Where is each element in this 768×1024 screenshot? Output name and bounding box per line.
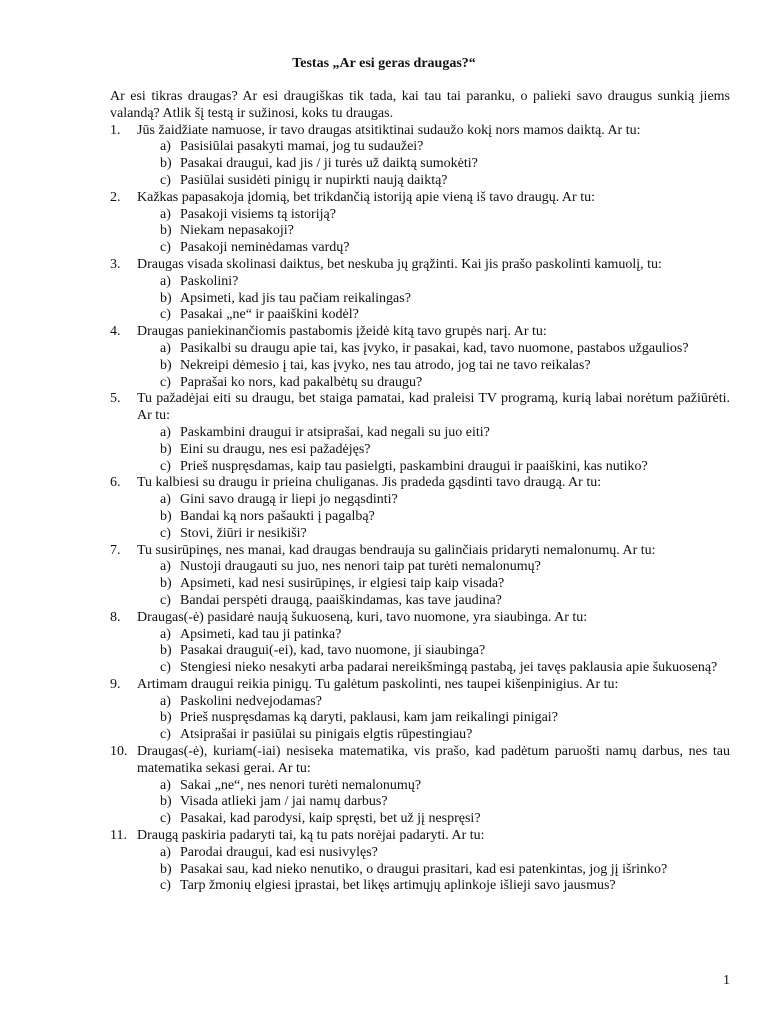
question-text: Kažkas papasakoja įdomią, bet trikdančią istoriją apie vieną iš tavo draugų. Ar tu: [137,189,595,205]
option-letter: b) [160,794,172,810]
option-text: Paskolini nedvejodamas? [180,693,322,709]
option-text: Apsimeti, kad tau ji patinka? [180,626,342,642]
document-title: Testas „Ar esi geras draugas?“ [292,56,476,71]
answer-options [137,425,730,475]
option-text: Parodai draugui, kad esi nusivylęs? [180,844,378,860]
option-letter: a) [160,693,171,709]
option-letter: a) [160,139,171,155]
option-letter: a) [160,273,171,289]
answer-option [137,240,730,257]
answer-option [137,307,730,324]
option-text: Pasisiūlai pasakyti mamai, jog tu sudaužei? [180,139,424,155]
answer-option [137,660,730,677]
option-letter: a) [160,626,171,642]
question-item [110,475,730,542]
answer-option [137,492,730,509]
answer-option [137,173,730,190]
question-number: 5. [110,391,121,407]
answer-option [137,425,730,442]
option-text: Niekam nepasakoji? [180,223,294,239]
option-text: Pasakoji neminėdamas vardų? [180,240,350,256]
option-letter: c) [160,525,171,541]
answer-options [137,341,730,391]
question-item [110,257,730,324]
option-letter: a) [160,844,171,860]
option-letter: c) [160,592,171,608]
option-letter: b) [160,861,172,877]
answer-options [137,207,730,257]
option-letter: a) [160,492,171,508]
question-item [110,190,730,257]
option-letter: a) [160,424,171,440]
question-number: 10. [110,744,128,760]
document-body [110,89,730,895]
question-number: 3. [110,256,121,272]
option-text: Pasakoji visiems tą istoriją? [180,206,336,222]
option-letter: b) [160,441,172,457]
option-letter: b) [160,643,172,659]
answer-option [137,643,730,660]
option-letter: c) [160,458,171,474]
answer-option [137,576,730,593]
answer-option [137,811,730,828]
option-text: Eini su draugu, nes esi pažadėjęs? [180,441,371,457]
page-number: 1 [723,973,730,988]
question-text: Artimam draugui reikia pinigų. Tu galėtum paskolinti, nes taupei kišenpinigius. Ar tu: [137,676,619,692]
answer-option [137,274,730,291]
answer-option [137,794,730,811]
answer-option [137,291,730,308]
answer-option [137,139,730,156]
question-text: Draugas(-ė), kuriam(-iai) nesiseka matematika, vis prašo, kad padėtum paruošti namų darbus, nes tau matematika sekasi gerai. Ar tu: [137,744,730,776]
intro-paragraph: Ar esi tikras draugas? Ar esi draugiškas tik tada, kai tau tai paranku, o palieki savo draugus sunkią jiems valandą? Atlik šį testą ir sužinosi, koks tu draugas. [110,89,730,121]
answer-options [137,694,730,744]
option-text: Paprašai ko nors, kad pakalbėtų su draugu? [180,374,423,390]
option-letter: a) [160,206,171,222]
question-text: Draugas paniekinančiomis pastabomis įžeidė kitą tavo grupės narį. Ar tu: [137,324,547,340]
answer-option [137,559,730,576]
question-number: 4. [110,324,121,340]
answer-option [137,341,730,358]
question-number: 7. [110,542,121,558]
answer-option [137,845,730,862]
answer-option [137,862,730,879]
answer-option [137,358,730,375]
question-number: 9. [110,676,121,692]
question-item [110,324,730,391]
answer-option [137,375,730,392]
option-text: Tarp žmonių elgiesi įprastai, bet likęs artimųjų aplinkoje išlieji savo jausmus? [180,878,616,894]
answer-option [137,627,730,644]
option-text: Apsimeti, kad nesi susirūpinęs, ir elgiesi taip kaip visada? [180,576,505,592]
option-text: Paskambini draugui ir atsiprašai, kad negali su juo eiti? [180,424,490,440]
answer-option [137,526,730,543]
question-list [110,123,730,896]
option-letter: b) [160,710,172,726]
option-text: Bandai ką nors pašaukti į pagalbą? [180,508,375,524]
option-letter: c) [160,240,171,256]
answer-options [137,274,730,324]
question-text: Tu pažadėjai eiti su draugu, bet staiga pamatai, kad praleisi TV programą, kurią labai norėtum pažiūrėti. Ar tu: [137,391,730,424]
option-text: Nekreipi dėmesio į tai, kas įvyko, nes tau atrodo, jog tai ne tavo reikalas? [180,357,591,373]
question-number: 6. [110,475,121,491]
option-letter: b) [160,290,172,306]
option-text: Pasakai „ne“ ir paaiškini kodėl? [180,307,359,323]
question-item [110,744,730,828]
option-text: Pasakai, kad parodysi, kaip spręsti, bet už jį nespręsi? [180,811,481,827]
question-text: Jūs žaidžiate namuose, ir tavo draugas atsitiktinai sudaužo kokį nors mamos daiktą. Ar tu: [137,122,641,138]
option-text: Stovi, žiūri ir nesikiši? [180,525,307,541]
option-text: Bandai perspėti draugą, paaiškindamas, kas tave jaudina? [180,592,502,608]
option-letter: b) [160,508,172,524]
answer-options [137,492,730,542]
question-text: Draugas(-ė) pasidarė naują šukuoseną, kuri, tavo nuomone, yra siaubinga. Ar tu: [137,609,588,625]
question-text: Tu susirūpinęs, nes manai, kad draugas bendrauja su galinčiais pridaryti nemalonumų. Ar tu: [137,542,656,558]
option-text: Paskolini? [180,273,239,289]
option-text: Atsiprašai ir pasiūlai su pinigais elgtis rūpestingiau? [180,727,473,743]
option-text: Visada atlieki jam / jai namų darbus? [180,794,388,810]
option-text: Pasikalbi su draugu apie tai, kas įvyko, ir pasakai, kad, tavo nuomone, pastabos užgaulios? [180,340,689,356]
option-letter: c) [160,374,171,390]
question-item [110,677,730,744]
option-letter: b) [160,156,172,172]
option-text: Stengiesi nieko nesakyti arba padarai nereikšmingą pastabą, jei tavęs paklausia apie šukuoseną? [180,660,718,676]
option-letter: c) [160,878,171,894]
answer-option [137,710,730,727]
option-letter: c) [160,172,171,188]
option-letter: b) [160,223,172,239]
option-letter: c) [160,811,171,827]
question-item [110,610,730,677]
option-letter: c) [160,727,171,743]
option-letter: b) [160,357,172,373]
option-text: Gini savo draugą ir liepi jo negąsdinti? [180,492,398,508]
answer-option [137,442,730,459]
option-text: Pasakai sau, kad nieko nenutiko, o draugui prasitari, kad esi patenkintas, jog jį išrinko? [180,861,668,877]
option-letter: a) [160,559,171,575]
option-letter: a) [160,340,171,356]
answer-option [137,778,730,795]
option-text: Nustoji draugauti su juo, nes nenori taip pat turėti nemalonumų? [180,559,541,575]
question-item [110,391,730,475]
option-text: Prieš nuspręsdamas ką daryti, paklausi, kam jam reikalingi pinigai? [180,710,558,726]
option-text: Apsimeti, kad jis tau pačiam reikalingas? [180,290,411,306]
answer-option [137,727,730,744]
option-text: Pasiūlai susidėti pinigų ir nupirkti naują daiktą? [180,172,448,188]
option-text: Pasakai draugui, kad jis / ji turės už daiktą sumokėti? [180,156,478,172]
answer-options [137,627,730,677]
question-text: Draugą paskiria padaryti tai, ką tu pats norėjai padaryti. Ar tu: [137,828,485,844]
answer-options [137,139,730,189]
answer-option [137,878,730,895]
option-text: Sakai „ne“, nes nenori turėti nemalonumų? [180,777,422,793]
question-item [110,123,730,190]
option-text: Pasakai draugui(-ei), kad, tavo nuomone, ji siaubinga? [180,643,486,659]
question-text: Draugas visada skolinasi daiktus, bet neskuba jų grąžinti. Kai jis prašo paskolinti kamuolį, tu: [137,256,662,272]
answer-option [137,459,730,476]
answer-option [137,156,730,173]
question-item [110,828,730,895]
question-number: 1. [110,122,121,138]
answer-option [137,593,730,610]
answer-options [137,845,730,895]
answer-option [137,223,730,240]
option-letter: c) [160,307,171,323]
option-letter: b) [160,576,172,592]
option-text: Prieš nuspręsdamas, kaip tau pasielgti, paskambini draugui ir paaiškini, kas nutiko? [180,458,648,474]
answer-option [137,509,730,526]
answer-options [137,778,730,828]
answer-option [137,694,730,711]
option-letter: c) [160,660,171,676]
option-letter: a) [160,777,171,793]
question-text: Tu kalbiesi su draugu ir prieina chuliganas. Jis pradeda gąsdinti tavo draugą. Ar tu: [137,475,602,491]
answer-options [137,559,730,609]
question-number: 8. [110,609,121,625]
question-item [110,543,730,610]
answer-option [137,207,730,224]
question-number: 11. [110,828,127,844]
question-number: 2. [110,189,121,205]
